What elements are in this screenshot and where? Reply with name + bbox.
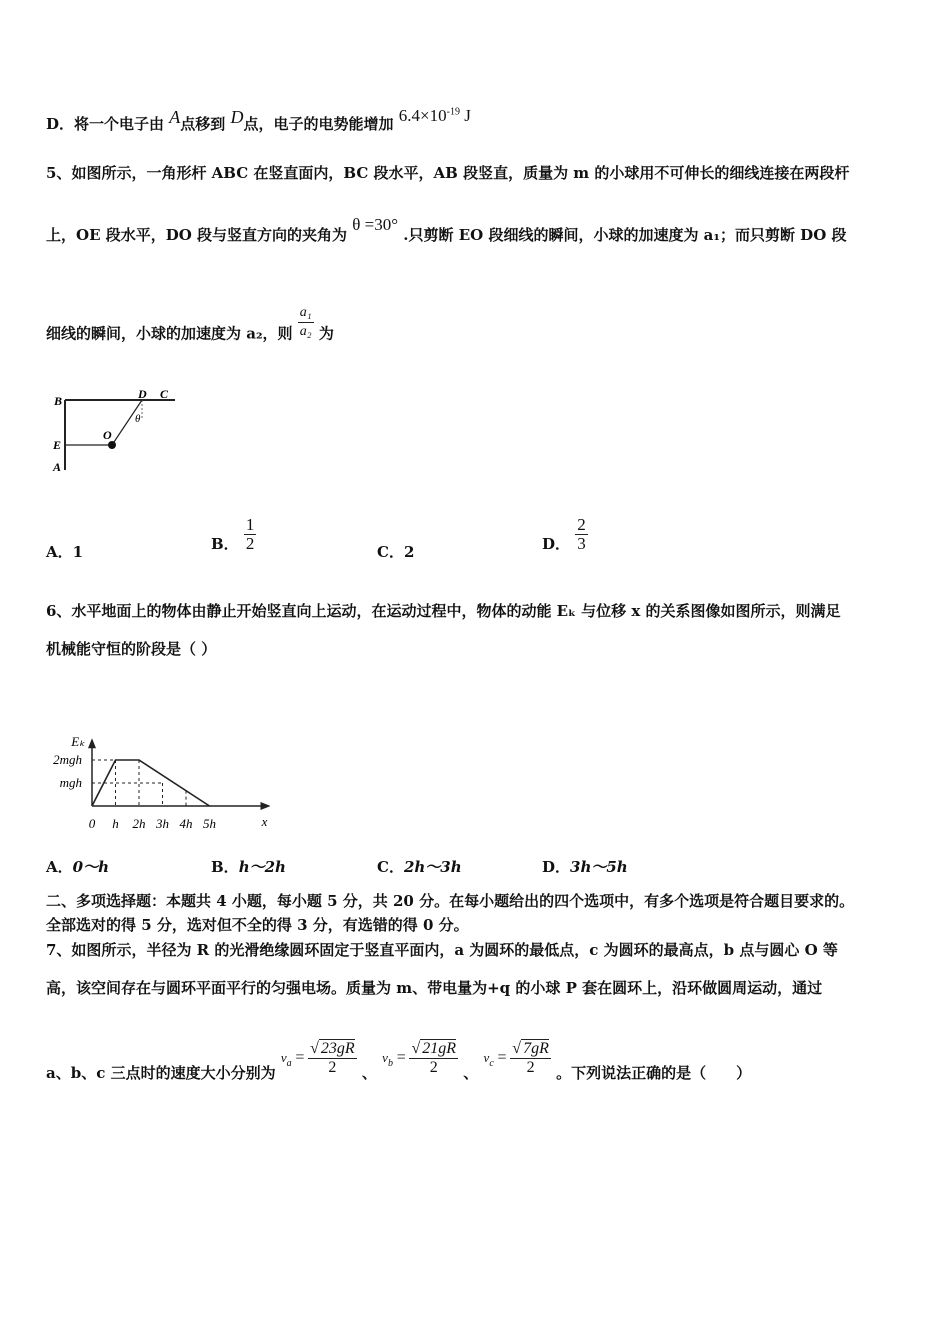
question-text: .只剪断 EO 段细线的瞬间，小球的加速度为 a₁；而只剪断 DO 段	[403, 226, 847, 244]
option-label: D．	[46, 115, 75, 133]
va-numerator: √ 23gR	[310, 1040, 355, 1057]
question-text: 如图所示，一角形杆 ABC 在竖直面内，BC 段水平，AB 段竖直，质量为 m 的小球用不可伸长的细线连接在两段杆	[71, 164, 850, 182]
section2-heading-line1	[46, 890, 854, 911]
chart-series	[92, 760, 210, 806]
theta-expression: θ =30°	[352, 215, 399, 234]
ek-series-line	[92, 760, 210, 806]
option-fraction	[244, 516, 257, 553]
option-label: C．	[377, 543, 404, 561]
va-expression	[281, 1040, 357, 1077]
chart-guides	[92, 760, 186, 806]
section-text: 全部选对的得 5 分，选对但不全的得 3 分，有选错的得 0 分。	[46, 916, 469, 934]
ratio-fraction	[298, 304, 314, 341]
x-axis-arrow	[261, 802, 271, 810]
q6-line2	[46, 638, 216, 659]
option-value: h～2h	[238, 858, 286, 876]
vc-fraction	[510, 1040, 551, 1077]
vb-numerator: √ 21gR	[411, 1040, 457, 1057]
x-tick-label: 3h	[156, 816, 169, 831]
fraction-denominator: a₂	[299, 324, 312, 339]
option-label: B．	[211, 534, 239, 553]
question-text: 上，OE 段水平，DO 段与竖直方向的夹角为	[46, 226, 348, 244]
q6-line1	[46, 600, 841, 621]
vc-denominator: 2	[526, 1059, 535, 1076]
separator: 、	[463, 1064, 479, 1082]
equals: =	[396, 1048, 406, 1066]
option-label: B．	[211, 858, 239, 876]
vb-subscript: b	[387, 1057, 393, 1069]
vc-numerator: √ 7gR	[512, 1040, 549, 1057]
vc-expression	[484, 1040, 551, 1077]
q5-option-a	[46, 541, 83, 562]
vb-radicand: 21gR	[422, 1040, 457, 1057]
question-text: 细线的瞬间，小球的加速度为 a₂，则	[46, 324, 293, 343]
option-label: C．	[377, 858, 404, 876]
x-tick-label: 4h	[179, 816, 193, 831]
q6-option-c	[377, 856, 462, 877]
ek-x-chart	[40, 670, 270, 840]
label-a: A	[53, 460, 62, 474]
q5-line2	[46, 215, 847, 245]
option-value: 0～h	[72, 858, 109, 876]
q7-line1	[46, 939, 838, 960]
q5-option-b	[211, 516, 256, 553]
vc-subscript: c	[489, 1057, 494, 1069]
label-o: O	[103, 428, 112, 442]
q7-line2	[46, 977, 822, 998]
option-label: D．	[542, 534, 571, 553]
va-denominator: 2	[328, 1059, 337, 1076]
label-theta: θ	[135, 413, 141, 425]
q5-option-c	[377, 541, 414, 562]
vb-denominator: 2	[429, 1059, 438, 1076]
fraction-numerator: 2	[577, 515, 586, 534]
section2-heading-line2	[46, 914, 469, 935]
va-fraction	[308, 1040, 357, 1077]
times: ×10	[420, 106, 447, 125]
q6-option-d	[542, 856, 628, 877]
option-label: D．	[542, 858, 571, 876]
y-tick-label: 2mgh	[53, 752, 82, 767]
x-tick-label: 5h	[203, 816, 216, 831]
q6-option-b	[211, 856, 286, 877]
option-fraction	[575, 516, 588, 553]
option-label: A．	[46, 858, 73, 876]
option-value: 2h～3h	[403, 858, 462, 876]
question-text: a、b、c 三点时的速度大小分别为	[46, 1064, 276, 1082]
fraction-numerator: 1	[245, 515, 255, 534]
vb-fraction	[409, 1040, 458, 1077]
text: 点移到	[180, 115, 226, 133]
fraction-denominator: 3	[577, 534, 586, 553]
option-value: 3h～5h	[570, 858, 628, 876]
question-text: 。下列说法正确的是（ ）	[556, 1064, 752, 1082]
x-tick-label: 2h	[132, 816, 146, 831]
ball	[108, 441, 116, 449]
vc-symbol: v	[483, 1049, 490, 1065]
vb-expression	[382, 1040, 458, 1077]
y-tick-label: mgh	[59, 775, 82, 790]
unit: J	[464, 106, 471, 125]
label-e: E	[53, 438, 62, 452]
mantissa: 6.4	[398, 106, 421, 125]
point-a: A	[169, 107, 181, 127]
section-text: 二、多项选择题：本题共 4 小题，每小题 5 分，共 20 分。在每小题给出的四个选项中，有多个选项是符合题目要求的。	[46, 892, 855, 910]
va-radicand: 23gR	[320, 1040, 355, 1057]
x-tick-label: 0	[88, 816, 96, 831]
exponent: -19	[446, 106, 460, 118]
fraction-denominator: 2	[245, 534, 255, 553]
x-axis-label: x	[261, 814, 268, 829]
question-text: 6、水平地面上的物体由静止开始竖直向上运动，在运动过程中，物体的动能 Eₖ 与位移 x 的关系图像如图所示，则满足	[46, 602, 841, 620]
label-d: D	[138, 387, 147, 401]
va-symbol: v	[280, 1049, 287, 1065]
option-label: A．	[46, 543, 73, 561]
q5-line3	[46, 305, 334, 353]
label-c: C	[160, 387, 169, 401]
label-b: B	[54, 394, 63, 408]
text: 点，电子的电势能增加	[243, 115, 394, 133]
y-axis-arrow	[88, 738, 96, 748]
text: 将一个电子由	[74, 115, 165, 133]
separator: 、	[361, 1064, 377, 1082]
q7-line3	[46, 1040, 752, 1082]
vc-radicand: 7gR	[523, 1040, 549, 1057]
option-value: 2	[403, 543, 415, 561]
question-text: 高，该空间存在与圆环平面平行的匀强电场。质量为 m、带电量为+q 的小球 P 套在圆环上，沿环做圆周运动，通过	[46, 979, 823, 997]
question-text: 7、如图所示，半径为 R 的光滑绝缘圆环固定于竖直平面内，a 为圆环的最低点，c 为圆环的最高点，b 点与圆心 O 等	[46, 941, 838, 959]
q5-line1	[46, 162, 849, 183]
question-text: 为	[318, 324, 334, 343]
energy-value	[399, 106, 471, 125]
q4-option-d	[46, 106, 471, 134]
x-tick-label: h	[112, 816, 119, 831]
q5-rod-figure	[40, 385, 190, 480]
point-d: D	[230, 107, 244, 127]
va-subscript: a	[286, 1057, 292, 1069]
y-axis-label: Eₖ	[71, 734, 85, 750]
question-number: 5、	[46, 164, 72, 182]
option-value: 1	[72, 543, 84, 561]
q6-option-a	[46, 856, 109, 877]
equals: =	[295, 1048, 305, 1066]
q5-option-d	[542, 516, 588, 553]
equals: =	[497, 1048, 507, 1066]
question-text: 机械能守恒的阶段是（ ）	[46, 640, 217, 658]
fraction-numerator: a₁	[298, 304, 314, 323]
vb-symbol: v	[382, 1049, 388, 1065]
